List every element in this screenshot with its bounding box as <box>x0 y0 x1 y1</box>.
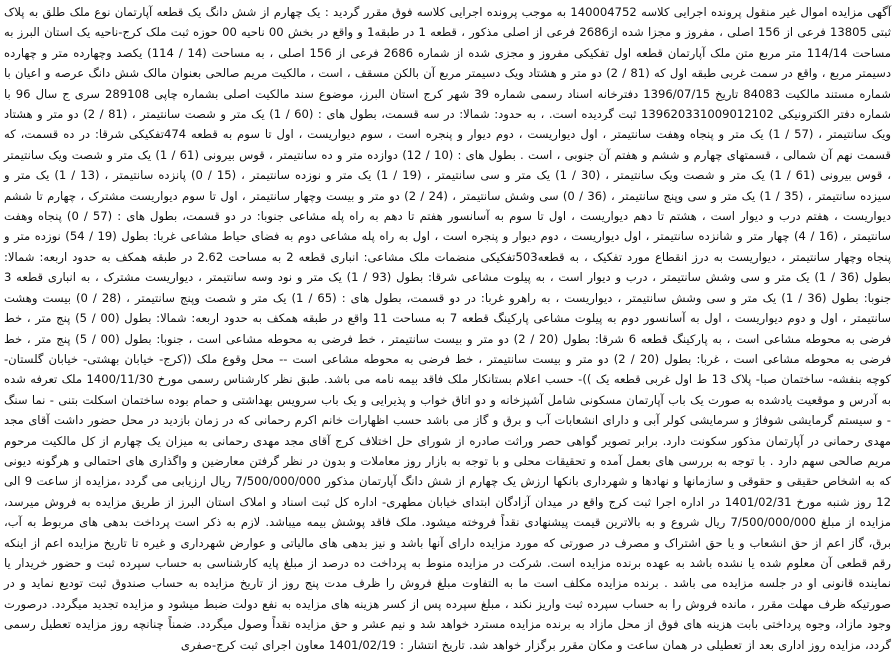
auction-notice-text: آگهی مزایده اموال غیر منقول پرونده اجرایی کلاسه 140004752 به موجب پرونده اجرایی کلاسه فوق مقرر گردید : یک چهارم از شش دانگ یک قطعه آپارتمان نوع ملک طلق به پلاک ثبتی 13805 فرعی از 156 اصلی ، مفروز و مجزا شده از2686 فرعی از اصلی مذکور ، قطعه 1 در طبقه1 و واقع در بخش 00 ناحیه 00 حوزه ثبت ملک کرج-ناحیه یک استان البرز به مساحت 114/14 متر مربع متن ملک آپارتمان قطعه اول تفکیکی مفروز و مجزی شده از شماره 2686 فرعی از 156 اصلی ، به مساحت (14 / 114) یکصد وچهارده متر و چهارده دسیمتر مربع ، واقع در سمت غربی طبقه اول که (81 / 2) دو متر و هشتاد ویک دسیمتر مربع آن بالکن مسقف ، است ، مالکیت مریم صالحی بعنوان مالک شش دانگ عرصه و اعیان با شماره مستند مالکیت 84083 تاریخ 1396/07/15 دفترخانه اسناد رسمی شماره 39 شهر کرج استان البرز، موضوع سند مالکیت اصلی بشماره چاپی 289108 سری ج سال 96 با شماره دفتر الکترونیکی 139620331009012102 ثبت گردیده است. ، به حدود: شمالا: در سه قسمت، بطول های : (60 / 1) یک متر و شصت سانتیمتر ، (81 / 2) دو متر و هشتاد ویک سانتیمتر ، (57 / 1) یک متر و پنجاه وهفت سانتیمتر ، اول دیواریست ، دوم دیوار و پنجره است ، سوم دیواریست ، اول تا سوم به قطعه 474تفکیکی شرقا: در ده قسمت، که قسمت نهم آن شمالی ، قسمتهای چهارم و ششم و هفتم آن جنوبی ، است . بطول های : (10 / 12) دوازده متر و ده سانتیمتر ، قوس بیرونی (61 / 1) یک متر و شصت ویک سانتیمتر ، قوس بیرونی (61 / 1) یک متر و شصت ویک سانتیمتر ، (30 / 1) یک متر و سی سانتیمتر ، (19 / 1) یک متر و نوزده سانتیمتر ، (15 / 0) پانزده سانتیمتر ، (13 / 1) یک متر و سیزده سانتیمتر ، (35 / 1) یک متر و سی وپنج سانتیمتر ، (36 / 0) سی وشش سانتیمتر ، (24 / 2) دو متر و بیست وچهار سانتیمتر ، اول تا سوم دیواریست مشترک ، چهارم تا ششم دیواریست ، هفتم درب و دیوار است ، هشتم تا دهم دیواریست ، اول تا سوم به آسانسور هفتم تا دهم به راه پله مشاعی جنوبا: در دو قسمت، بطول های : (57 / 0) پنجاه وهفت سانتیمتر ، (16 / 4) چهار متر و شانزده سانتیمتر ، اول دیواریست ، دوم دیوار و پنجره است ، اول به راه پله مشاعی دوم به فضای حیاط مشاعی غربا: بطول (19 / 54) نوزده متر و پنجاه وچهار سانتیمتر ، دیواریست به درز انقطاع مورد تفکیک ، به قطعه503تفکیکی منضمات ملک مشاعی: انباری قطعه 2 به مساحت 2.62 در طبقه همکف به حدود اربعه: شمالا: بطول (36 / 1) یک متر و سی وشش سانتیمتر ، درب و دیوار است ، به پیلوت مشاعی شرقا: بطول (93 / 1) یک متر و نود وسه سانتیمتر ، دیواریست مشترک ، به انباری قطعه 3 جنوبا: بطول (36 / 1) یک متر و سی وشش سانتیمتر ، دیواریست ، به راهرو غربا: در دو قسمت، بطول های : (65 / 1) یک متر و شصت وپنج سانتیمتر ، (28 / 0) بیست وهشت سانتیمتر ، اول و دوم دیواریست ، اول به آسانسور دوم به پیلوت مشاعی پارکینگ قطعه 7 به مساحت 11 واقع در طبقه همکف به حدود اربعه: شمالا: بطول (00 / 5) پنج متر ، خط فرضی به محوطه مشاعی است ، به پارکینگ قطعه 6 شرقا: بطول (20 / 2) دو متر و بیست سانتیمتر ، خط فرضی به محوطه مشاعی است ، جنوبا: بطول (00 / 5) پنج متر ، خط فرضی به محوطه مشاعی است ، غربا: بطول (20 / 2) دو متر و بیست سانتیمتر ، خط فرضی به محوطه مشاعی است -- محل وقوع ملک ((کرج- خیابان بهشتی- خیابان گلستان- کوچه بنفشه- ساختمان صبا- پلاک 13 ط اول غربی قطعه یک ))- حسب اعلام بستانکار ملک فاقد بیمه نامه می باشد. طبق نظر کارشناس رسمی مورخ 1400/11/30 ملک تعرفه شده به آدرس و موقعیت یادشده به صورت یک باب آپارتمان مسکونی شامل آشپزخانه و دو اتاق خواب و پذیرایی و یک باب سرویس بهداشتی و حمام بوده ساختمان اسکلت بتنی - نما سنگ - و سیستم گرمایشی شوفاژ و سرمایشی کولر آبی و دارای انشعابات آب و برق و گاز می باشد حسب اظهارات خانم اکرم رحمانی که در زمان بازدید در محل حضور داشت آقای مجد مهدی رحمانی در آپارتمان مذکور سکونت دارد. برابر تصویر گواهی حصر وراثت صادره از شورای حل اختلاف کرج آقای مجد مهدی رحمانی به میزان یک چهارم از کل مالکیت مرحوم مریم صالحی سهم دارد . با توجه به بررسی های بعمل آمده و تحقیقات محلی و با توجه به بازار روز معاملات و بدون در نظر گرفتن معارضین و واگذاری های احتمالی و هرگونه دیونی که به اشخاص حقیقی و حقوقی و سازمانها و نهادها و شهرداری بانکها ارزش یک چهارم از شش دانگ آپارتمان مذکور 7/500/000/000 ریال ارزیابی می گردد ،مزایده از ساعت 9 الی 12 روز شنبه مورخ 1401/02/31 در اداره اجرا ثبت کرج واقع در میدان آزادگان ابتدای خیابان مطهری- اداره کل ثبت اسناد و املاک استان البرز از طریق مزایده به فروش میرسد، مزایده از مبلغ 7/500/000/000 ریال شروع و به بالاترین قیمت پیشنهادی نقداً فروخته میشود. ملک فاقد پوشش بیمه میباشد. لازم به ذکر است پرداخت بدهی های مربوط به آب، برق، گاز اعم از حق انشعاب و یا حق اشتراک و مصرف در صورتی که مورد مزایده دارای آنها باشد و نیز بدهی های مالیاتی و عوارض شهرداری و غیره تا تاریخ مزایده اعم از اینکه رقم قطعی آن معلوم شده یا نشده باشد به عهده برنده مزایده است. شرکت در مزایده منوط به پرداخت ده درصد از مبلغ پایه کارشناسی به حساب سپرده ثبت و حضور خریدار یا نماینده قانونی او در جلسه مزایده می باشد . برنده مزایده مکلف است ما به التفاوت مبلغ فروش را ظرف مدت پنج روز از تاریخ مزایده به حساب صندوق ثبت تودیع نماید و در صورتیکه ظرف مهلت مقرر ، مانده فروش را به حساب سپرده ثبت واریز نکند ، مبلغ سپرده پس از کسر هزینه های مزایده به نفع دولت ضبط میشود و مزایده تجدید میگردد. درصورت وجود مازاد، وجوه پرداختی بابت هزینه های فوق از محل مازاد به برنده مزایده مسترد خواهد شد و نیم عشر و حق مزایده نقداً وصول میگردد. ضمناً چنانچه روز مزایده تعطیل رسمی گردد، مزایده روز اداری بعد از تعطیلی در همان ساعت و مکان مقرر برگزار خواهد شد. تاریخ انتشار : 1401/02/19 معاون اجرای ثبت کرج-صفری <box>4 5 892 652</box>
